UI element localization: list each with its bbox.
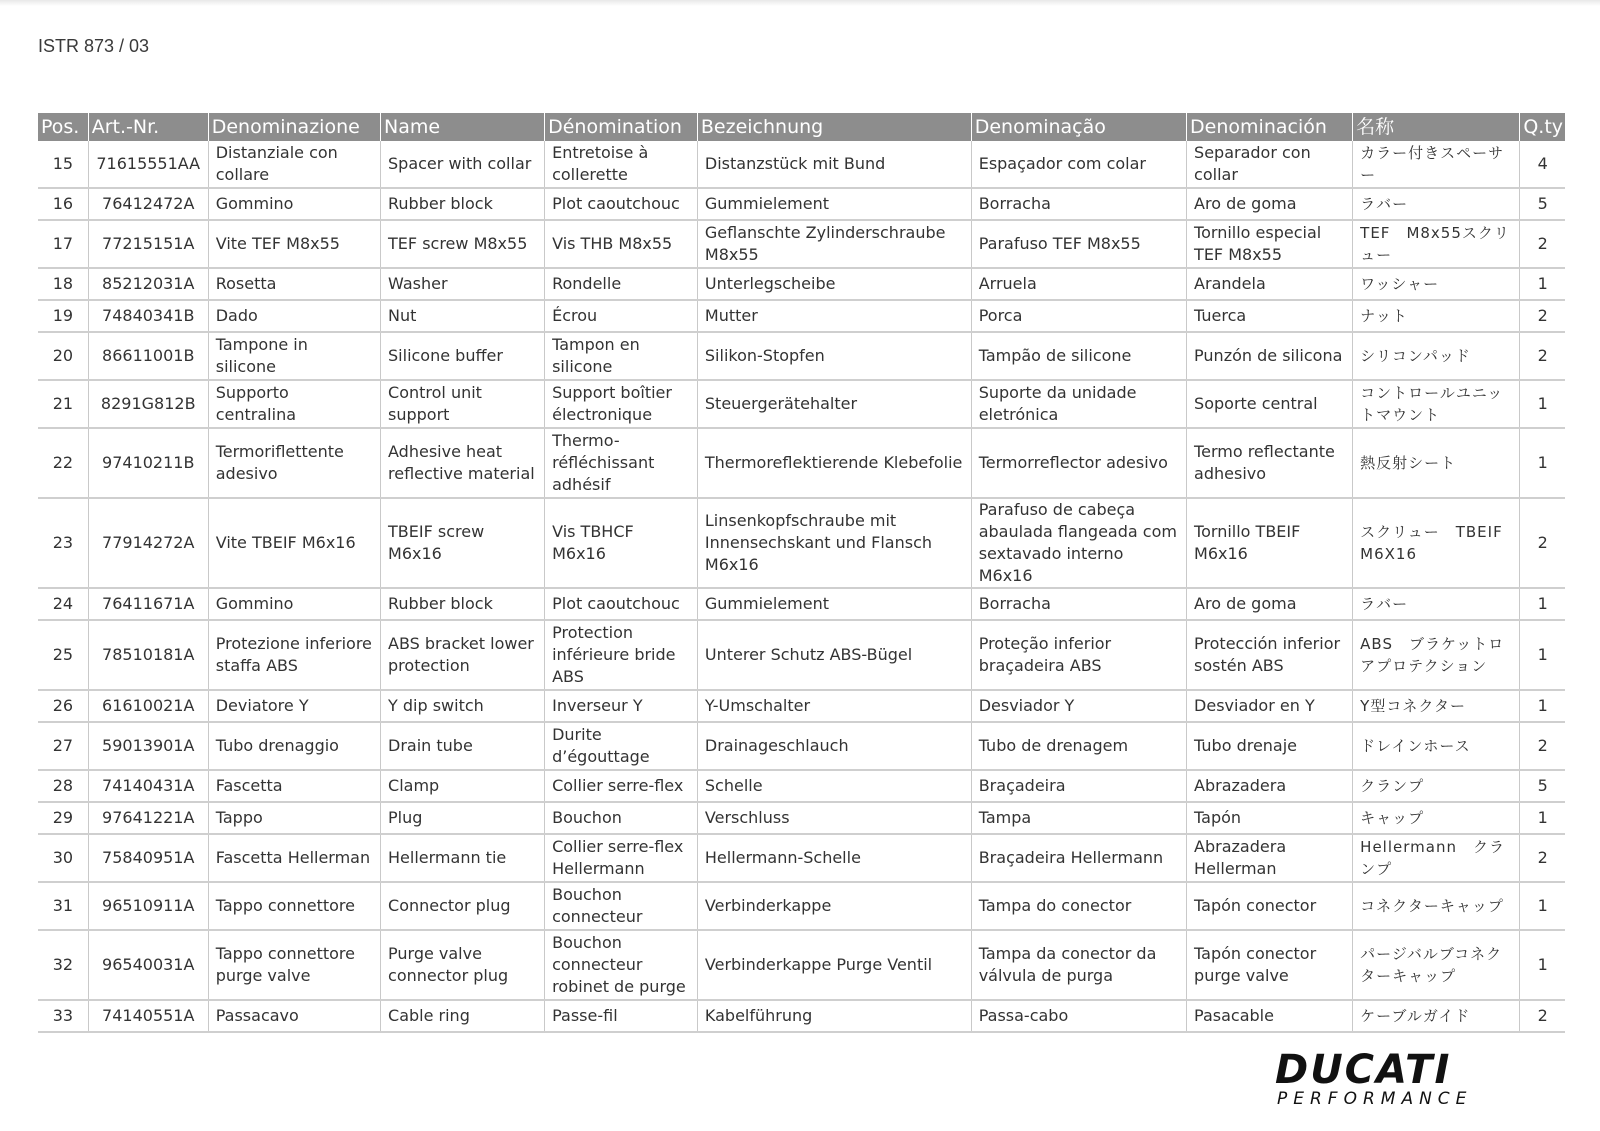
cell-qty: 1 xyxy=(1520,428,1565,498)
cell-pt: Borracha xyxy=(971,188,1186,220)
cell-art-nr: 76411671A xyxy=(88,588,208,620)
cell-art-nr: 8291G812B xyxy=(88,380,208,428)
cell-pos: 30 xyxy=(38,834,88,882)
cell-es: Tornillo TBEIF M6x16 xyxy=(1187,498,1353,588)
cell-de: Verbinderkappe Purge Ventil xyxy=(697,930,971,1000)
cell-qty: 1 xyxy=(1520,588,1565,620)
cell-art-nr: 74840341B xyxy=(88,300,208,332)
cell-it: Vite TBEIF M6x16 xyxy=(208,498,380,588)
table-row xyxy=(38,690,1565,722)
cell-es: Separador con collar xyxy=(1187,141,1353,188)
cell-pt: Espaçador com colar xyxy=(971,141,1186,188)
cell-it: Tappo xyxy=(208,802,380,834)
cell-fr: Inverseur Y xyxy=(545,690,698,722)
table-header-row xyxy=(38,113,1565,141)
table-row xyxy=(38,770,1565,802)
cell-pos: 28 xyxy=(38,770,88,802)
header-en: Name xyxy=(381,113,545,141)
table-row xyxy=(38,930,1565,1000)
cell-fr: Vis TBHCF M6x16 xyxy=(545,498,698,588)
cell-ja: Y型コネクター xyxy=(1353,690,1520,722)
header-pos: Pos. xyxy=(38,113,88,141)
cell-ja: カラー付きスペーサー xyxy=(1353,141,1520,188)
cell-it: Dado xyxy=(208,300,380,332)
cell-qty: 2 xyxy=(1520,220,1565,268)
cell-es: Abrazadera xyxy=(1187,770,1353,802)
cell-en: Silicone buffer xyxy=(381,332,545,380)
cell-de: Silikon-Stopfen xyxy=(697,332,971,380)
cell-fr: Bouchon xyxy=(545,802,698,834)
cell-qty: 2 xyxy=(1520,1000,1565,1032)
cell-ja: シリコンパッド xyxy=(1353,332,1520,380)
table-row xyxy=(38,1000,1565,1032)
cell-ja: ドレインホース xyxy=(1353,722,1520,770)
cell-de: Hellermann-Schelle xyxy=(697,834,971,882)
cell-art-nr: 74140431A xyxy=(88,770,208,802)
cell-it: Deviatore Y xyxy=(208,690,380,722)
cell-ja: Hellermann クランプ xyxy=(1353,834,1520,882)
table-row xyxy=(38,268,1565,300)
cell-ja: ナット xyxy=(1353,300,1520,332)
cell-es: Tapón xyxy=(1187,802,1353,834)
cell-de: Steuergerätehalter xyxy=(697,380,971,428)
cell-it: Tappo connettore purge valve xyxy=(208,930,380,1000)
cell-it: Tampone in silicone xyxy=(208,332,380,380)
cell-de: Schelle xyxy=(697,770,971,802)
cell-qty: 2 xyxy=(1520,300,1565,332)
cell-en: Spacer with collar xyxy=(381,141,545,188)
cell-es: Tuerca xyxy=(1187,300,1353,332)
cell-pos: 23 xyxy=(38,498,88,588)
cell-pos: 29 xyxy=(38,802,88,834)
cell-en: Washer xyxy=(381,268,545,300)
cell-en: Connector plug xyxy=(381,882,545,930)
table-row xyxy=(38,498,1565,588)
cell-it: Fascetta xyxy=(208,770,380,802)
cell-de: Verbinderkappe xyxy=(697,882,971,930)
logo-sub-text: PERFORMANCE xyxy=(1277,1089,1473,1109)
cell-fr: Plot caoutchouc xyxy=(545,188,698,220)
table-row xyxy=(38,588,1565,620)
cell-fr: Support boîtier électronique xyxy=(545,380,698,428)
cell-pos: 17 xyxy=(38,220,88,268)
cell-en: Clamp xyxy=(381,770,545,802)
cell-es: Arandela xyxy=(1187,268,1353,300)
cell-pt: Suporte da unidade eletrónica xyxy=(971,380,1186,428)
header-ja: 名称 xyxy=(1353,113,1520,141)
table-row xyxy=(38,188,1565,220)
cell-art-nr: 78510181A xyxy=(88,620,208,690)
table-row xyxy=(38,220,1565,268)
cell-fr: Tampon en silicone xyxy=(545,332,698,380)
cell-en: Plug xyxy=(381,802,545,834)
cell-de: Linsenkopfschraube mit Innensechskant und Flansch M6x16 xyxy=(697,498,971,588)
cell-fr: Passe-fil xyxy=(545,1000,698,1032)
cell-es: Tubo drenaje xyxy=(1187,722,1353,770)
cell-pos: 31 xyxy=(38,882,88,930)
table-row xyxy=(38,141,1565,188)
cell-fr: Bouchon connecteur xyxy=(545,882,698,930)
cell-pos: 25 xyxy=(38,620,88,690)
cell-ja: クランプ xyxy=(1353,770,1520,802)
cell-art-nr: 96540031A xyxy=(88,930,208,1000)
cell-fr: Écrou xyxy=(545,300,698,332)
cell-pos: 32 xyxy=(38,930,88,1000)
cell-en: ABS bracket lower protection xyxy=(381,620,545,690)
cell-es: Abrazadera Hellerman xyxy=(1187,834,1353,882)
cell-en: TEF screw M8x55 xyxy=(381,220,545,268)
logo-main-text: DUCATI xyxy=(1275,1047,1452,1093)
cell-pos: 15 xyxy=(38,141,88,188)
cell-art-nr: 59013901A xyxy=(88,722,208,770)
cell-pt: Tampa xyxy=(971,802,1186,834)
cell-pt: Proteção inferior braçadeira ABS xyxy=(971,620,1186,690)
cell-pos: 22 xyxy=(38,428,88,498)
cell-art-nr: 74140551A xyxy=(88,1000,208,1032)
cell-pt: Termorreflector adesivo xyxy=(971,428,1186,498)
cell-fr: Collier serre-flex Hellermann xyxy=(545,834,698,882)
cell-es: Soporte central xyxy=(1187,380,1353,428)
cell-de: Unterlegscheibe xyxy=(697,268,971,300)
cell-pt: Tubo de drenagem xyxy=(971,722,1186,770)
cell-qty: 2 xyxy=(1520,332,1565,380)
cell-it: Rosetta xyxy=(208,268,380,300)
document-id: ISTR 873 / 03 xyxy=(38,36,150,56)
cell-en: Cable ring xyxy=(381,1000,545,1032)
cell-pos: 21 xyxy=(38,380,88,428)
header-de: Bezeichnung xyxy=(697,113,971,141)
cell-ja: パージバルブコネクターキャップ xyxy=(1353,930,1520,1000)
cell-es: Pasacable xyxy=(1187,1000,1353,1032)
table-row xyxy=(38,882,1565,930)
cell-de: Distanzstück mit Bund xyxy=(697,141,971,188)
cell-ja: コネクターキャップ xyxy=(1353,882,1520,930)
cell-en: Hellermann tie xyxy=(381,834,545,882)
cell-de: Y-Umschalter xyxy=(697,690,971,722)
cell-qty: 5 xyxy=(1520,770,1565,802)
cell-de: Thermoreflektierende Klebefolie xyxy=(697,428,971,498)
cell-pt: Parafuso de cabeça abaulada flangeada com sextavado interno M6x16 xyxy=(971,498,1186,588)
table-row xyxy=(38,332,1565,380)
cell-ja: ABS ブラケットロアプロテクション xyxy=(1353,620,1520,690)
cell-art-nr: 61610021A xyxy=(88,690,208,722)
cell-it: Vite TEF M8x55 xyxy=(208,220,380,268)
cell-art-nr: 96510911A xyxy=(88,882,208,930)
cell-art-nr: 76412472A xyxy=(88,188,208,220)
cell-pt: Porca xyxy=(971,300,1186,332)
cell-es: Tapón conector xyxy=(1187,882,1353,930)
cell-ja: ラバー xyxy=(1353,588,1520,620)
cell-qty: 1 xyxy=(1520,802,1565,834)
cell-ja: ケーブルガイド xyxy=(1353,1000,1520,1032)
cell-it: Protezione inferiore staffa ABS xyxy=(208,620,380,690)
table-row xyxy=(38,620,1565,690)
cell-fr: Protection inférieure bride ABS xyxy=(545,620,698,690)
cell-ja: 熱反射シート xyxy=(1353,428,1520,498)
cell-art-nr: 85212031A xyxy=(88,268,208,300)
cell-fr: Bouchon connecteur robinet de purge xyxy=(545,930,698,1000)
cell-de: Geflanschte Zylinderschraube M8x55 xyxy=(697,220,971,268)
cell-qty: 2 xyxy=(1520,834,1565,882)
cell-art-nr: 77914272A xyxy=(88,498,208,588)
cell-de: Gummielement xyxy=(697,188,971,220)
header-art-nr: Art.-Nr. xyxy=(88,113,208,141)
cell-de: Verschluss xyxy=(697,802,971,834)
cell-pt: Braçadeira xyxy=(971,770,1186,802)
cell-pt: Braçadeira Hellermann xyxy=(971,834,1186,882)
cell-qty: 1 xyxy=(1520,930,1565,1000)
cell-en: Rubber block xyxy=(381,188,545,220)
cell-pos: 24 xyxy=(38,588,88,620)
header-fr: Dénomination xyxy=(545,113,698,141)
table-row xyxy=(38,380,1565,428)
cell-qty: 1 xyxy=(1520,380,1565,428)
cell-it: Fascetta Hellerman xyxy=(208,834,380,882)
cell-qty: 1 xyxy=(1520,620,1565,690)
cell-pt: Tampa da conector da válvula de purga xyxy=(971,930,1186,1000)
cell-it: Gommino xyxy=(208,188,380,220)
header-it: Denominazione xyxy=(208,113,380,141)
top-shade xyxy=(0,0,1600,6)
cell-fr: Rondelle xyxy=(545,268,698,300)
table-row xyxy=(38,834,1565,882)
cell-en: Purge valve connector plug xyxy=(381,930,545,1000)
cell-es: Termo reflectante adhesivo xyxy=(1187,428,1353,498)
cell-qty: 4 xyxy=(1520,141,1565,188)
cell-it: Distanziale con collare xyxy=(208,141,380,188)
cell-art-nr: 97641221A xyxy=(88,802,208,834)
cell-pos: 19 xyxy=(38,300,88,332)
cell-pos: 18 xyxy=(38,268,88,300)
cell-art-nr: 77215151A xyxy=(88,220,208,268)
cell-qty: 2 xyxy=(1520,722,1565,770)
cell-fr: Thermo-réfléchissant adhésif xyxy=(545,428,698,498)
header-qty: Q.ty xyxy=(1520,113,1565,141)
cell-it: Passacavo xyxy=(208,1000,380,1032)
cell-ja: スクリュー TBEIF M6X16 xyxy=(1353,498,1520,588)
cell-it: Supporto centralina xyxy=(208,380,380,428)
cell-fr: Durite d’égouttage xyxy=(545,722,698,770)
cell-qty: 1 xyxy=(1520,268,1565,300)
cell-en: Y dip switch xyxy=(381,690,545,722)
ducati-performance-logo xyxy=(1275,1047,1565,1120)
parts-table xyxy=(38,113,1565,1033)
cell-en: Adhesive heat reflective material xyxy=(381,428,545,498)
cell-art-nr: 71615551AA xyxy=(88,141,208,188)
cell-es: Aro de goma xyxy=(1187,188,1353,220)
cell-es: Tapón conector purge valve xyxy=(1187,930,1353,1000)
cell-qty: 2 xyxy=(1520,498,1565,588)
cell-fr: Entretoise à collerette xyxy=(545,141,698,188)
cell-pt: Borracha xyxy=(971,588,1186,620)
cell-qty: 1 xyxy=(1520,690,1565,722)
cell-pos: 20 xyxy=(38,332,88,380)
cell-art-nr: 97410211B xyxy=(88,428,208,498)
cell-it: Tappo connettore xyxy=(208,882,380,930)
cell-en: Rubber block xyxy=(381,588,545,620)
cell-pt: Desviador Y xyxy=(971,690,1186,722)
cell-es: Protección inferior sostén ABS xyxy=(1187,620,1353,690)
cell-es: Punzón de silicona xyxy=(1187,332,1353,380)
cell-de: Drainageschlauch xyxy=(697,722,971,770)
table-row xyxy=(38,300,1565,332)
cell-de: Kabelführung xyxy=(697,1000,971,1032)
cell-de: Unterer Schutz ABS-Bügel xyxy=(697,620,971,690)
cell-pt: Tampão de silicone xyxy=(971,332,1186,380)
cell-de: Mutter xyxy=(697,300,971,332)
cell-ja: ワッシャー xyxy=(1353,268,1520,300)
cell-it: Gommino xyxy=(208,588,380,620)
cell-art-nr: 86611001B xyxy=(88,332,208,380)
cell-de: Gummielement xyxy=(697,588,971,620)
cell-ja: TEF M8x55スクリュー xyxy=(1353,220,1520,268)
header-pt: Denominação xyxy=(971,113,1186,141)
cell-fr: Collier serre-flex xyxy=(545,770,698,802)
cell-art-nr: 75840951A xyxy=(88,834,208,882)
cell-fr: Plot caoutchouc xyxy=(545,588,698,620)
table-row xyxy=(38,428,1565,498)
cell-pt: Arruela xyxy=(971,268,1186,300)
cell-en: Control unit support xyxy=(381,380,545,428)
cell-pt: Parafuso TEF M8x55 xyxy=(971,220,1186,268)
cell-pos: 33 xyxy=(38,1000,88,1032)
cell-pos: 27 xyxy=(38,722,88,770)
cell-ja: キャップ xyxy=(1353,802,1520,834)
cell-qty: 1 xyxy=(1520,882,1565,930)
cell-es: Desviador en Y xyxy=(1187,690,1353,722)
table-row xyxy=(38,802,1565,834)
cell-es: Aro de goma xyxy=(1187,588,1353,620)
cell-it: Tubo drenaggio xyxy=(208,722,380,770)
cell-pt: Tampa do conector xyxy=(971,882,1186,930)
cell-it: Termoriflettente adesivo xyxy=(208,428,380,498)
cell-pos: 16 xyxy=(38,188,88,220)
cell-en: Nut xyxy=(381,300,545,332)
cell-en: Drain tube xyxy=(381,722,545,770)
cell-es: Tornillo especial TEF M8x55 xyxy=(1187,220,1353,268)
cell-en: TBEIF screw M6x16 xyxy=(381,498,545,588)
table-row xyxy=(38,722,1565,770)
cell-qty: 5 xyxy=(1520,188,1565,220)
cell-pos: 26 xyxy=(38,690,88,722)
cell-fr: Vis THB M8x55 xyxy=(545,220,698,268)
cell-pt: Passa-cabo xyxy=(971,1000,1186,1032)
header-es: Denominación xyxy=(1187,113,1353,141)
cell-ja: ラバー xyxy=(1353,188,1520,220)
cell-ja: コントロールユニットマウント xyxy=(1353,380,1520,428)
